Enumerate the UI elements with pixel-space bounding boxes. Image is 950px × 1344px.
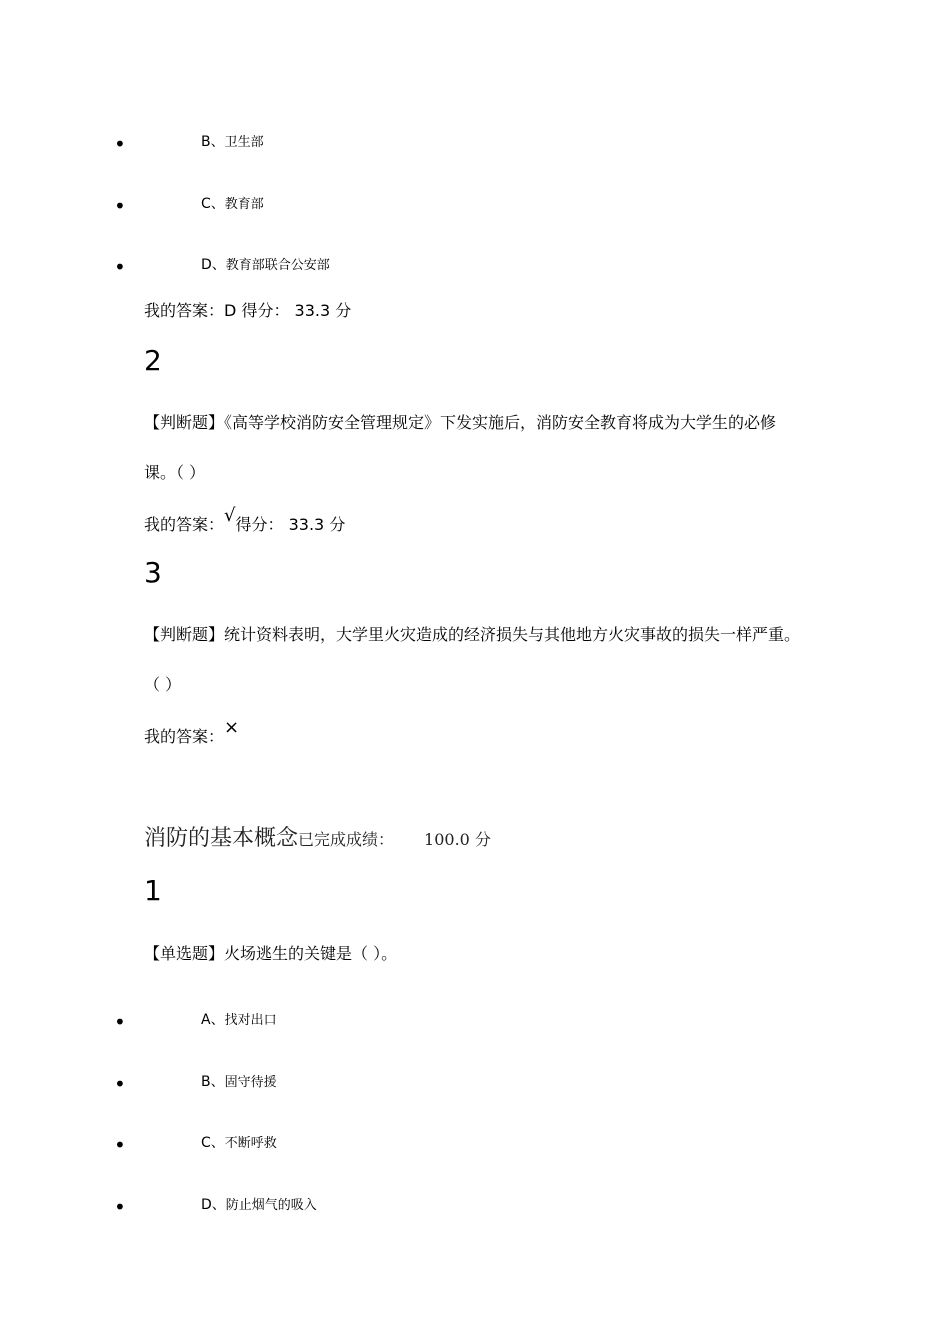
score-label: 得分： [235, 515, 284, 534]
option-a[interactable] [201, 1011, 277, 1030]
option-text: 不断呼救 [224, 1136, 277, 1151]
answer-label: 我的答案： [144, 301, 225, 320]
list-bullet: • [114, 1195, 126, 1219]
question-text-line2: 课。（ ） [144, 463, 206, 482]
option-b[interactable] [201, 133, 264, 152]
score-value: 33.3 分 [294, 301, 352, 320]
option-text: 防止烟气的吸入 [225, 1198, 317, 1213]
question-text: 【单选题】火场逃生的关键是（ ）。 [144, 944, 398, 963]
option-letter: C、 [201, 196, 225, 212]
my-answer-line [144, 300, 351, 322]
answer-label: 我的答案： [144, 727, 225, 746]
question-text-line1: 【判断题】《高等学校消防安全管理规定》下发实施后，消防安全教育将成为大学生的必修 [144, 413, 777, 432]
option-letter: C、 [201, 1135, 225, 1151]
question-text-line1: 【判断题】统计资料表明，大学里火灾造成的经济损失与其他地方火灾事故的损失一样严重。 [144, 625, 801, 644]
answer-value: D [224, 301, 237, 320]
option-letter: D、 [201, 1197, 226, 1213]
check-mark-icon: √ [224, 505, 236, 526]
list-bullet: • [114, 255, 126, 279]
option-b[interactable] [201, 1073, 277, 1092]
section-title: 消防的基本概念 [144, 826, 299, 851]
list-bullet: • [114, 132, 126, 156]
option-letter: B、 [201, 134, 225, 150]
list-bullet: • [114, 1010, 126, 1034]
option-text: 教育部联合公安部 [225, 258, 330, 273]
answer-label: 我的答案： [144, 515, 225, 534]
question-text-line2: （ ） [144, 675, 182, 694]
option-text: 固守待援 [224, 1075, 277, 1090]
my-answer-line [144, 505, 346, 536]
option-c[interactable] [201, 1134, 277, 1153]
list-bullet: • [114, 1133, 126, 1157]
option-letter: A、 [201, 1012, 225, 1028]
section-score: 100.0 分 [424, 830, 491, 849]
my-answer-line [144, 717, 240, 748]
option-text: 找对出口 [224, 1013, 277, 1028]
section-status: 已完成成绩： [298, 830, 395, 849]
score-label: 得分： [241, 301, 290, 320]
option-d[interactable] [201, 256, 330, 275]
list-bullet: • [114, 194, 126, 218]
option-c[interactable] [201, 195, 264, 214]
question-number: 1 [144, 874, 162, 907]
option-letter: B、 [201, 1074, 225, 1090]
question-number: 3 [144, 556, 162, 589]
option-d[interactable] [201, 1196, 317, 1215]
option-text: 卫生部 [224, 135, 264, 150]
question-number: 2 [144, 344, 162, 377]
option-letter: D、 [201, 257, 226, 273]
section-heading [144, 824, 491, 855]
score-value: 33.3 分 [288, 515, 346, 534]
option-text: 教育部 [224, 197, 264, 212]
list-bullet: • [114, 1072, 126, 1096]
cross-mark-icon: × [224, 717, 240, 738]
